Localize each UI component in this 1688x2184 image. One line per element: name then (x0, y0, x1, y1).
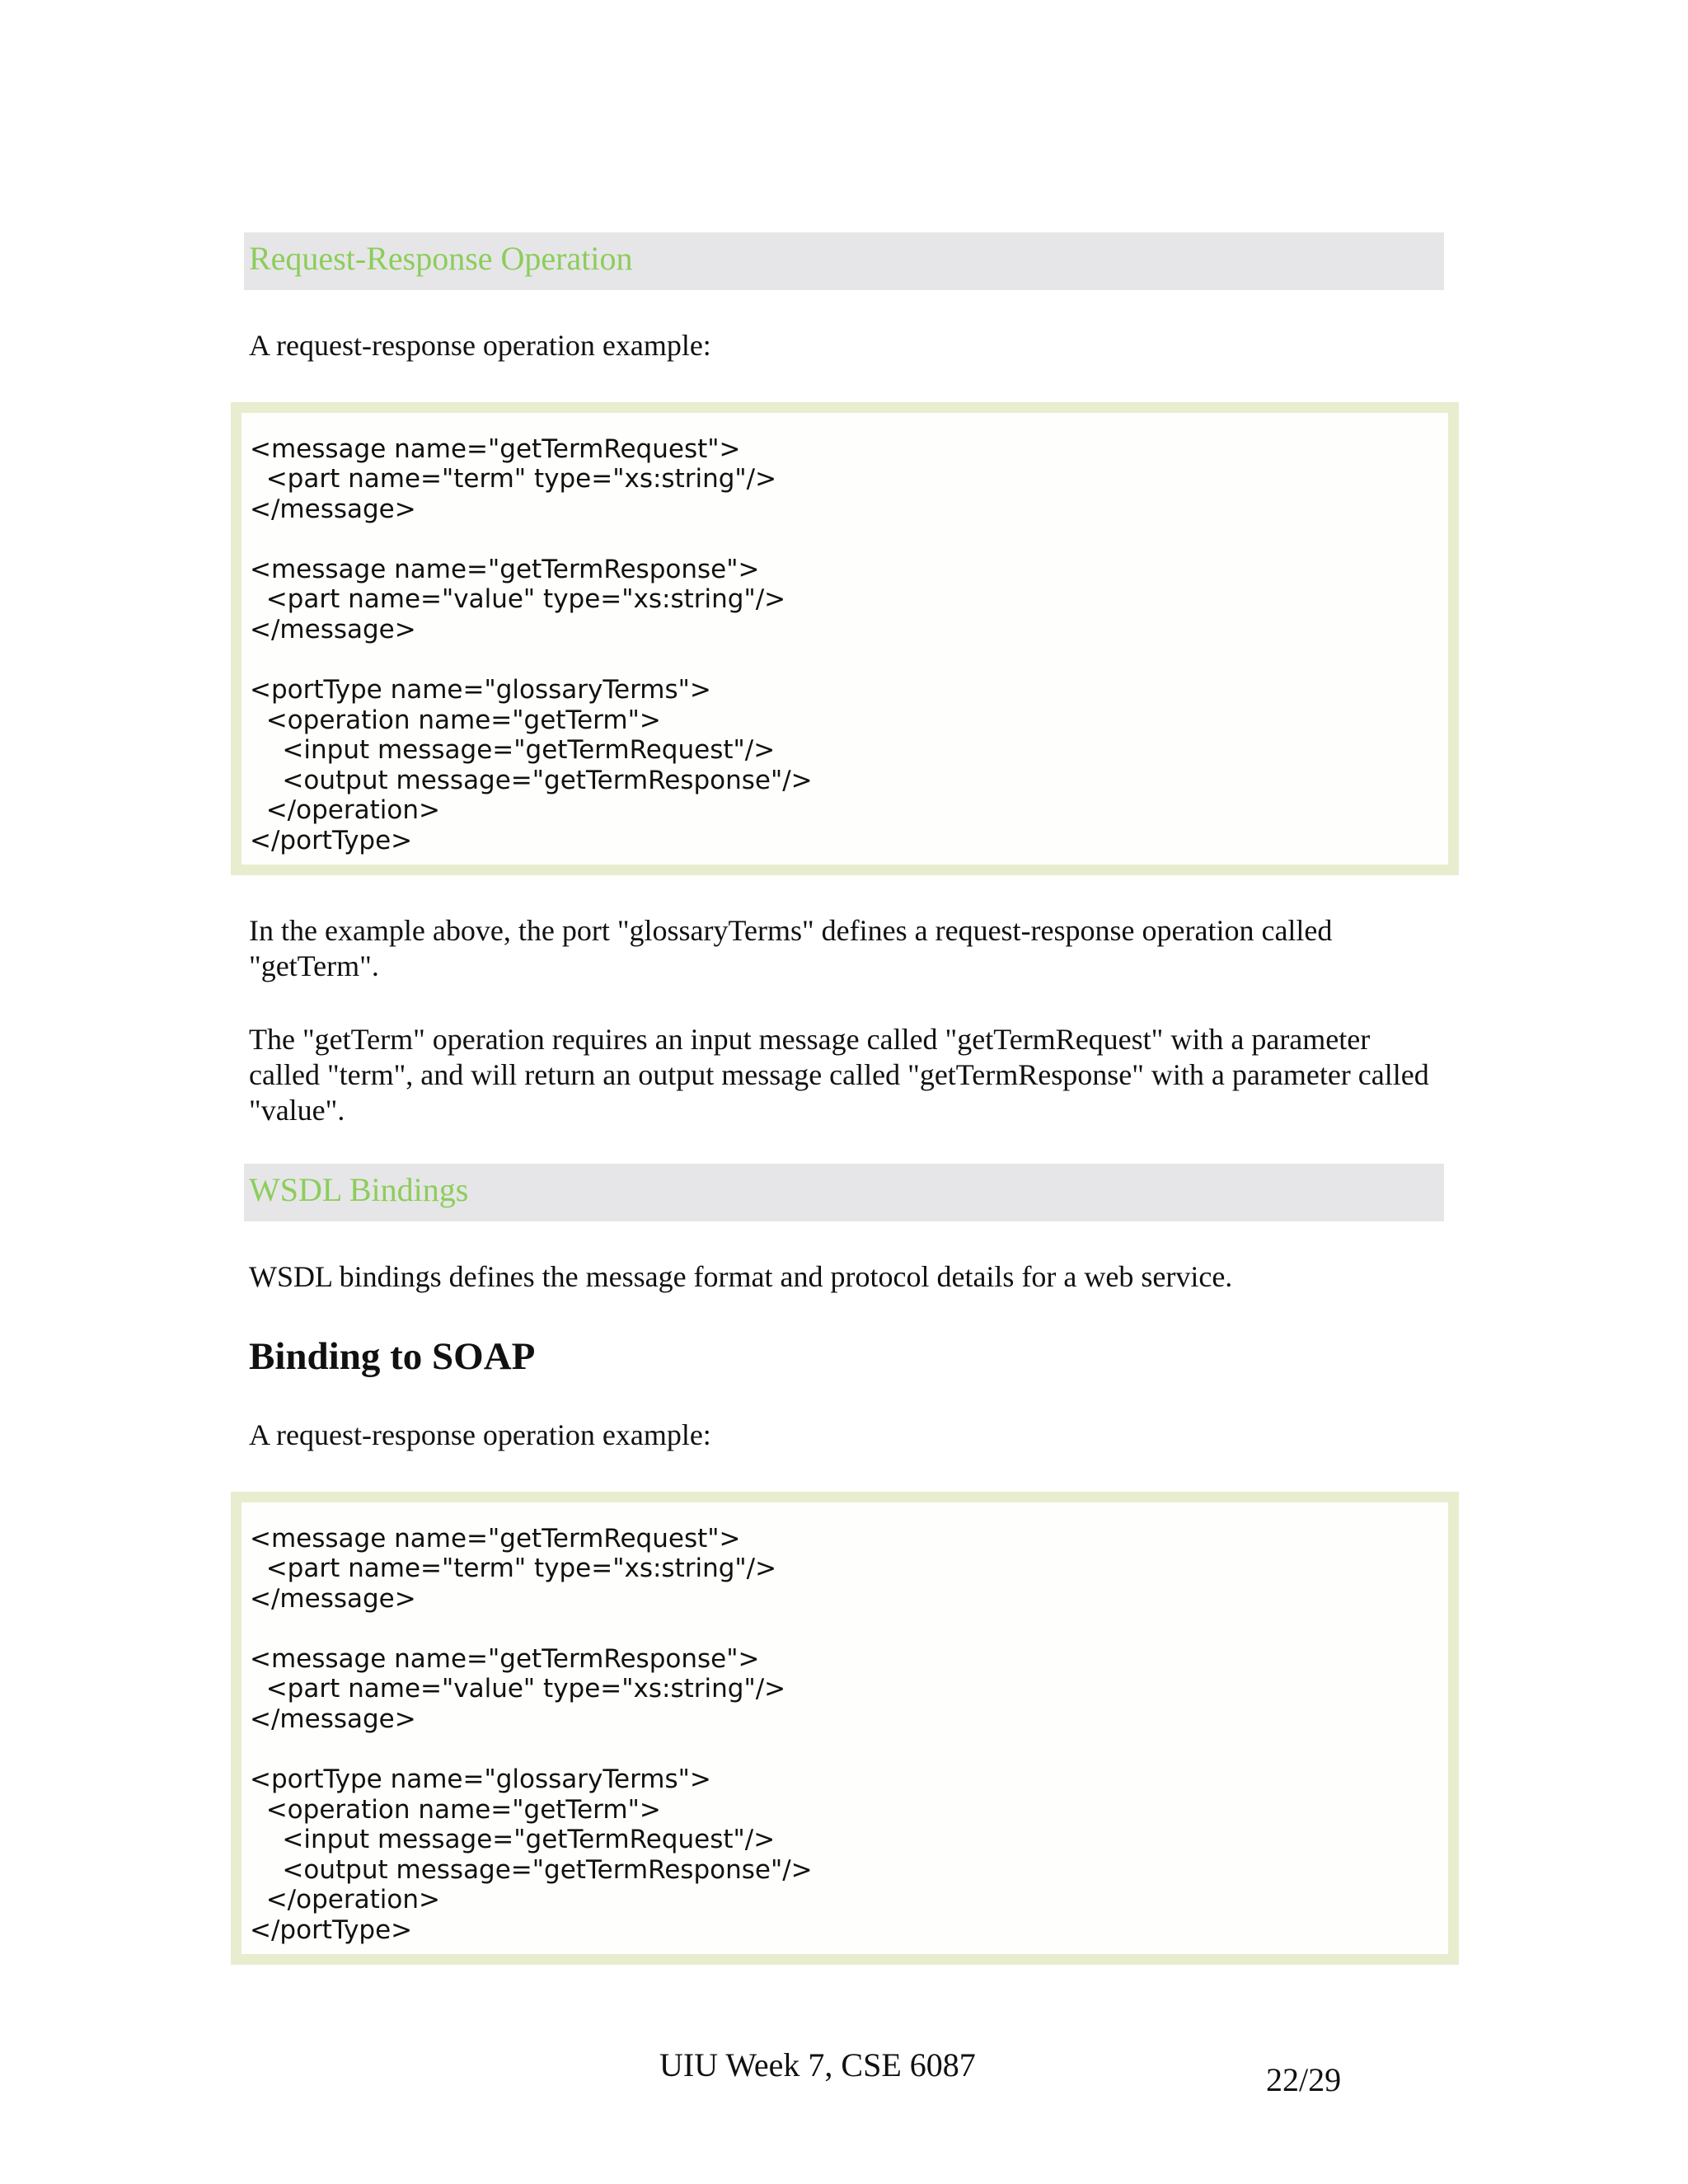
code-line: <part name="value" type="xs:string"/> (250, 584, 786, 614)
explanation-paragraph: The "getTerm" operation requires an input message called "getTermRequest" with a parameter called "term", and will return an output message called "getTermResponse" with a parameter called "value". (249, 1023, 1429, 1127)
section-heading-text: WSDL Bindings (249, 1171, 469, 1208)
code-line: <output message="getTermResponse"/> (250, 766, 813, 795)
intro-paragraph: A request-response operation example: (249, 329, 711, 362)
code-line: </operation> (250, 795, 440, 825)
page-number: 22/29 (1266, 2061, 1342, 2098)
code-line: <operation name="getTerm"> (250, 1795, 661, 1825)
code-line: <output message="getTermResponse"/> (250, 1855, 813, 1885)
section-heading-wsdl-bindings (244, 1164, 1444, 1221)
section-heading-request-response (244, 232, 1444, 290)
code-line: <part name="term" type="xs:string"/> (250, 464, 777, 494)
subheading-binding-to-soap: Binding to SOAP (249, 1335, 536, 1378)
code-line: </portType> (250, 1915, 413, 1945)
bindings-intro-paragraph: WSDL bindings defines the message format and protocol details for a web service. (249, 1260, 1233, 1293)
code-block-1 (231, 402, 1459, 875)
code-line: <part name="value" type="xs:string"/> (250, 1674, 786, 1704)
code-line: <operation name="getTerm"> (250, 705, 661, 735)
code-line: </message> (250, 615, 416, 644)
section-heading-text: Request-Response Operation (249, 240, 633, 277)
code-line: <message name="getTermResponse"> (250, 555, 760, 584)
code-line: <message name="getTermRequest"> (250, 434, 741, 464)
footer-course-label: UIU Week 7, CSE 6087 (659, 2046, 976, 2083)
code-line: <portType name="glossaryTerms"> (250, 675, 711, 705)
code-line: </message> (250, 1704, 416, 1734)
code-line: <input message="getTermRequest"/> (250, 1825, 776, 1854)
code-line: </operation> (250, 1885, 440, 1915)
code-line: <message name="getTermRequest"> (250, 1524, 741, 1554)
example-intro-paragraph: A request-response operation example: (249, 1418, 711, 1451)
code-line: </portType> (250, 826, 413, 855)
code-block-2 (231, 1492, 1459, 1965)
code-line: </message> (250, 1584, 416, 1614)
code-line: </message> (250, 494, 416, 524)
code-line: <input message="getTermRequest"/> (250, 735, 776, 765)
explanation-paragraph: In the example above, the port "glossaryTerms" defines a request-response operation called "getTerm". (249, 914, 1333, 982)
code-line: <part name="term" type="xs:string"/> (250, 1554, 777, 1583)
code-line: <message name="getTermResponse"> (250, 1644, 760, 1674)
code-line: <portType name="glossaryTerms"> (250, 1765, 711, 1794)
